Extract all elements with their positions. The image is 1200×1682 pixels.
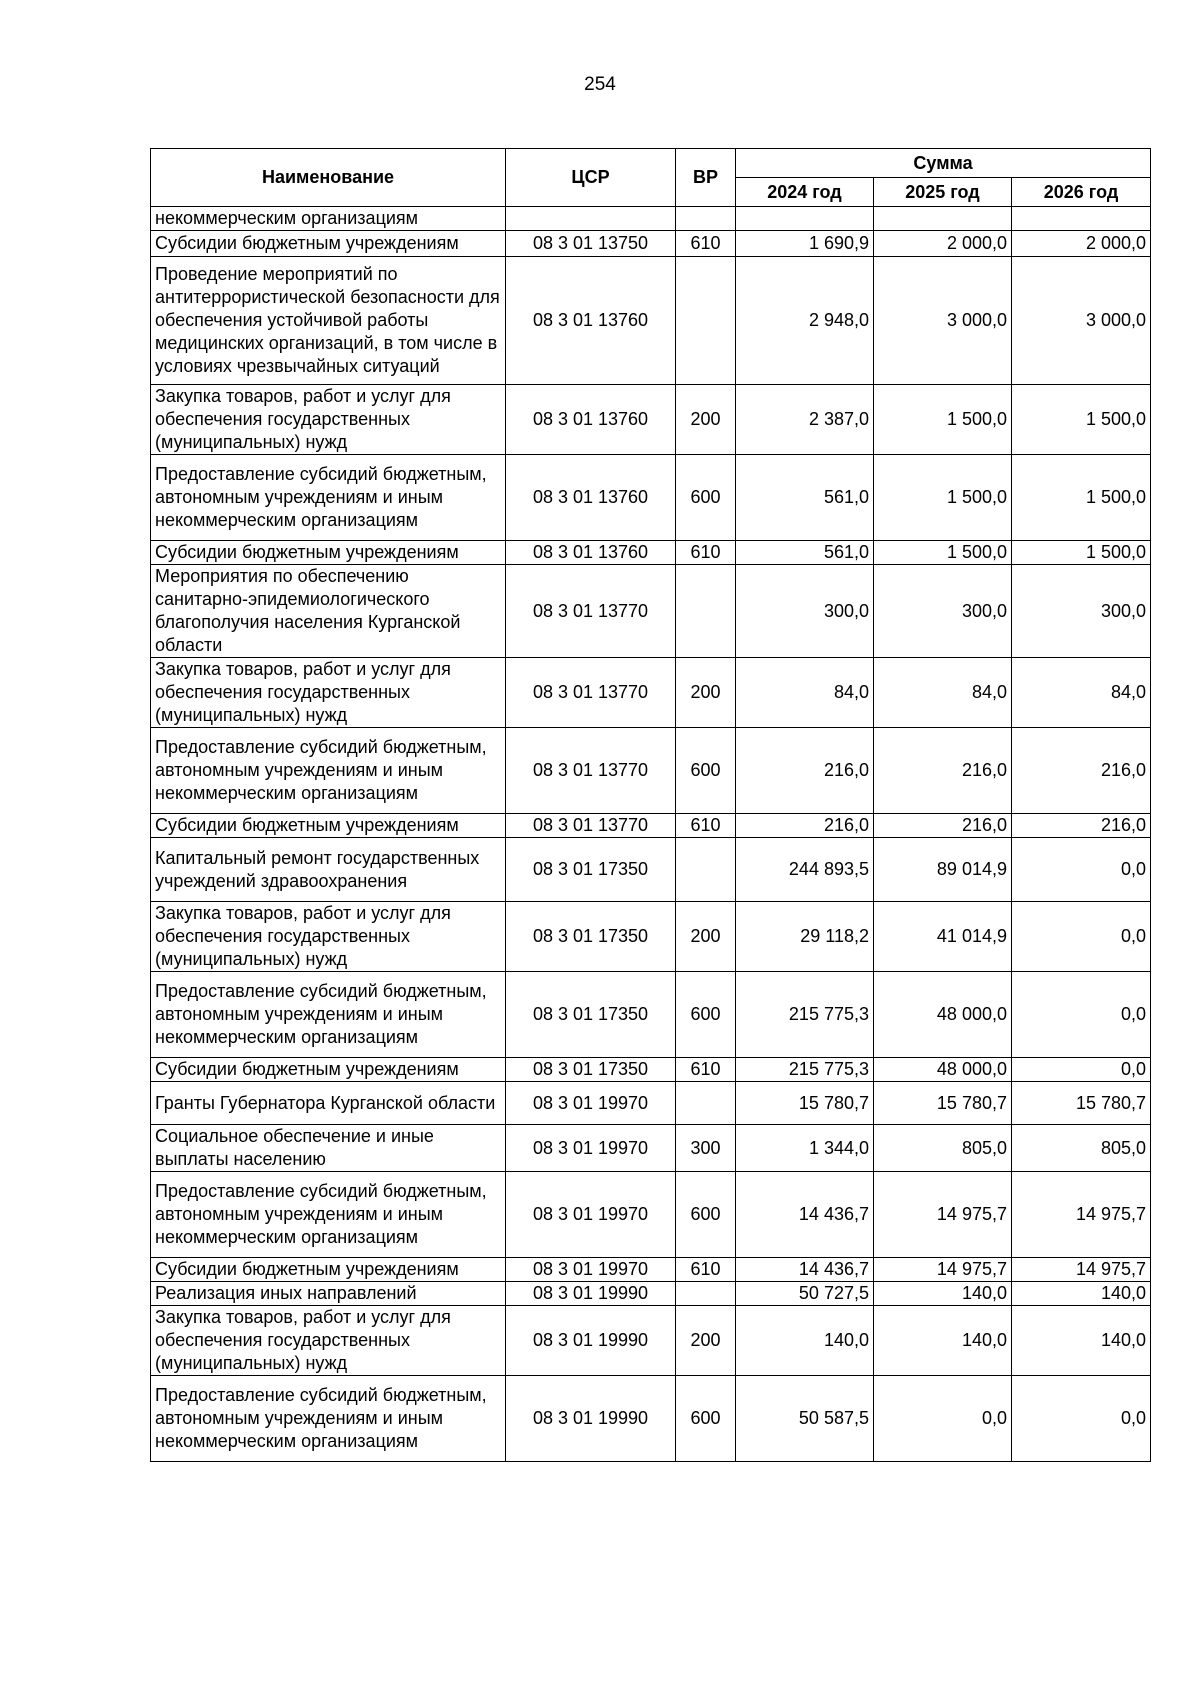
table-row [151,838,1151,902]
row-vr-cell [676,565,736,658]
row-vr-cell: 610 [676,1258,736,1282]
row-amount-2025: 14 975,7 [874,1258,1012,1282]
table-row [151,902,1151,972]
row-amount-2026: 0,0 [1012,1376,1151,1462]
table-row [151,658,1151,728]
row-name-cell: Предоставление субсидий бюджетным, автономным учреждениям и иным некоммерческим организациям [151,1172,506,1258]
row-amount-2026: 0,0 [1012,902,1151,972]
row-amount-2024: 140,0 [736,1306,874,1376]
row-amount-2025: 3 000,0 [874,257,1012,385]
row-name-cell: Предоставление субсидий бюджетным, автономным учреждениям и иным некоммерческим организациям [151,1376,506,1462]
row-amount-2024: 215 775,3 [736,972,874,1058]
row-amount-2026: 300,0 [1012,565,1151,658]
row-vr-cell: 610 [676,231,736,257]
row-csr-cell: 08 3 01 13760 [506,541,676,565]
row-name-cell: Гранты Губернатора Курганской области [151,1082,506,1125]
table-row [151,455,1151,541]
row-csr-cell: 08 3 01 19990 [506,1306,676,1376]
row-csr-cell: 08 3 01 13770 [506,728,676,814]
row-amount-2025: 15 780,7 [874,1082,1012,1125]
row-amount-2024: 215 775,3 [736,1058,874,1082]
row-vr-cell: 600 [676,455,736,541]
row-amount-2026: 0,0 [1012,972,1151,1058]
row-csr-cell: 08 3 01 13760 [506,385,676,455]
row-amount-2026: 216,0 [1012,814,1151,838]
table-row [151,814,1151,838]
row-name-cell: Субсидии бюджетным учреждениям [151,1058,506,1082]
row-csr-cell: 08 3 01 17350 [506,1058,676,1082]
row-name-cell: Закупка товаров, работ и услуг для обеспечения государственных (муниципальных) нужд [151,385,506,455]
table-row [151,257,1151,385]
row-csr-cell: 08 3 01 13760 [506,455,676,541]
row-amount-2026: 140,0 [1012,1282,1151,1306]
row-amount-2024: 561,0 [736,541,874,565]
row-name-cell: Субсидии бюджетным учреждениям [151,814,506,838]
table-body [151,207,1151,1462]
table-row [151,1082,1151,1125]
row-vr-cell [676,1082,736,1125]
row-amount-2026: 14 975,7 [1012,1258,1151,1282]
row-amount-2024: 14 436,7 [736,1258,874,1282]
row-name-cell: Реализация иных направлений [151,1282,506,1306]
table-row [151,1376,1151,1462]
row-csr-cell: 08 3 01 13760 [506,257,676,385]
row-vr-cell [676,207,736,231]
row-amount-2026: 216,0 [1012,728,1151,814]
row-amount-2025: 216,0 [874,814,1012,838]
row-amount-2025: 300,0 [874,565,1012,658]
row-amount-2026: 3 000,0 [1012,257,1151,385]
header-name: Наименование [151,149,506,207]
row-name-cell: Предоставление субсидий бюджетным, автономным учреждениям и иным некоммерческим организациям [151,728,506,814]
row-vr-cell [676,257,736,385]
row-name-cell: Закупка товаров, работ и услуг для обеспечения государственных (муниципальных) нужд [151,658,506,728]
row-amount-2026: 140,0 [1012,1306,1151,1376]
row-amount-2024: 216,0 [736,814,874,838]
row-name-cell: Капитальный ремонт государственных учреждений здравоохранения [151,838,506,902]
row-name-cell: Субсидии бюджетным учреждениям [151,1258,506,1282]
row-amount-2026 [1012,207,1151,231]
row-amount-2025: 0,0 [874,1376,1012,1462]
row-csr-cell: 08 3 01 19970 [506,1172,676,1258]
row-amount-2025: 84,0 [874,658,1012,728]
table-row [151,1125,1151,1172]
row-amount-2024: 84,0 [736,658,874,728]
row-vr-cell: 610 [676,1058,736,1082]
table-row [151,385,1151,455]
row-amount-2026: 1 500,0 [1012,541,1151,565]
row-amount-2025: 1 500,0 [874,385,1012,455]
row-amount-2024: 216,0 [736,728,874,814]
row-amount-2024: 1 690,9 [736,231,874,257]
row-name-cell: Мероприятия по обеспечению санитарно-эпидемиологического благополучия населения Курганской области [151,565,506,658]
row-csr-cell: 08 3 01 13750 [506,231,676,257]
table-row [151,1282,1151,1306]
header-sum: Сумма [736,149,1151,178]
row-amount-2024: 14 436,7 [736,1172,874,1258]
table-row [151,231,1151,257]
header-vr: ВР [676,149,736,207]
row-vr-cell: 200 [676,658,736,728]
row-name-cell: Социальное обеспечение и иные выплаты населению [151,1125,506,1172]
row-amount-2025: 140,0 [874,1306,1012,1376]
row-amount-2024: 50 727,5 [736,1282,874,1306]
row-amount-2025: 48 000,0 [874,972,1012,1058]
row-amount-2024: 1 344,0 [736,1125,874,1172]
row-vr-cell: 600 [676,728,736,814]
row-name-cell: Предоставление субсидий бюджетным, автономным учреждениям и иным некоммерческим организациям [151,972,506,1058]
row-vr-cell [676,1282,736,1306]
header-year-2025: 2025 год [874,178,1012,207]
row-amount-2026: 14 975,7 [1012,1172,1151,1258]
row-vr-cell: 300 [676,1125,736,1172]
table-row [151,207,1151,231]
row-name-cell: некоммерческим организациям [151,207,506,231]
table-row [151,1058,1151,1082]
row-amount-2026: 2 000,0 [1012,231,1151,257]
row-amount-2025: 48 000,0 [874,1058,1012,1082]
header-csr: ЦСР [506,149,676,207]
row-csr-cell: 08 3 01 17350 [506,838,676,902]
row-amount-2025: 216,0 [874,728,1012,814]
row-amount-2025: 14 975,7 [874,1172,1012,1258]
row-amount-2026: 805,0 [1012,1125,1151,1172]
row-amount-2024: 300,0 [736,565,874,658]
row-name-cell: Предоставление субсидий бюджетным, автономным учреждениям и иным некоммерческим организациям [151,455,506,541]
budget-table [150,148,1151,1462]
row-amount-2025: 89 014,9 [874,838,1012,902]
row-csr-cell: 08 3 01 19970 [506,1082,676,1125]
row-amount-2026: 1 500,0 [1012,455,1151,541]
row-name-cell: Субсидии бюджетным учреждениям [151,541,506,565]
row-amount-2025: 1 500,0 [874,455,1012,541]
row-csr-cell: 08 3 01 17350 [506,972,676,1058]
row-amount-2024 [736,207,874,231]
row-amount-2025 [874,207,1012,231]
row-name-cell: Субсидии бюджетным учреждениям [151,231,506,257]
row-amount-2024: 29 118,2 [736,902,874,972]
row-vr-cell: 600 [676,972,736,1058]
row-amount-2024: 244 893,5 [736,838,874,902]
table-header [151,149,1151,207]
row-amount-2024: 50 587,5 [736,1376,874,1462]
table-row [151,972,1151,1058]
row-amount-2026: 15 780,7 [1012,1082,1151,1125]
row-amount-2025: 41 014,9 [874,902,1012,972]
page-number: 254 [584,74,616,95]
row-vr-cell: 200 [676,385,736,455]
row-amount-2024: 2 387,0 [736,385,874,455]
row-vr-cell: 600 [676,1376,736,1462]
row-vr-cell: 610 [676,541,736,565]
row-amount-2026: 84,0 [1012,658,1151,728]
row-csr-cell: 08 3 01 13770 [506,658,676,728]
row-vr-cell: 600 [676,1172,736,1258]
row-amount-2025: 1 500,0 [874,541,1012,565]
row-vr-cell: 200 [676,1306,736,1376]
row-vr-cell: 200 [676,902,736,972]
table-row [151,541,1151,565]
row-csr-cell [506,207,676,231]
row-name-cell: Закупка товаров, работ и услуг для обеспечения государственных (муниципальных) нужд [151,902,506,972]
table-row [151,1172,1151,1258]
header-year-2024: 2024 год [736,178,874,207]
row-csr-cell: 08 3 01 13770 [506,814,676,838]
table-row [151,1306,1151,1376]
row-amount-2026: 1 500,0 [1012,385,1151,455]
row-amount-2025: 2 000,0 [874,231,1012,257]
header-year-2026: 2026 год [1012,178,1151,207]
row-name-cell: Закупка товаров, работ и услуг для обеспечения государственных (муниципальных) нужд [151,1306,506,1376]
row-amount-2026: 0,0 [1012,838,1151,902]
row-amount-2024: 2 948,0 [736,257,874,385]
row-amount-2026: 0,0 [1012,1058,1151,1082]
row-csr-cell: 08 3 01 19970 [506,1125,676,1172]
row-csr-cell: 08 3 01 17350 [506,902,676,972]
row-vr-cell: 610 [676,814,736,838]
row-amount-2025: 805,0 [874,1125,1012,1172]
row-vr-cell [676,838,736,902]
row-amount-2025: 140,0 [874,1282,1012,1306]
row-amount-2024: 561,0 [736,455,874,541]
row-csr-cell: 08 3 01 19970 [506,1258,676,1282]
row-csr-cell: 08 3 01 19990 [506,1282,676,1306]
row-csr-cell: 08 3 01 19990 [506,1376,676,1462]
table-row [151,565,1151,658]
table-row [151,1258,1151,1282]
table-row [151,728,1151,814]
row-name-cell: Проведение мероприятий по антитеррористической безопасности для обеспечения устойчивой работы медицинских организаций, в том числе в условиях чрезвычайных ситуаций [151,257,506,385]
row-csr-cell: 08 3 01 13770 [506,565,676,658]
row-amount-2024: 15 780,7 [736,1082,874,1125]
